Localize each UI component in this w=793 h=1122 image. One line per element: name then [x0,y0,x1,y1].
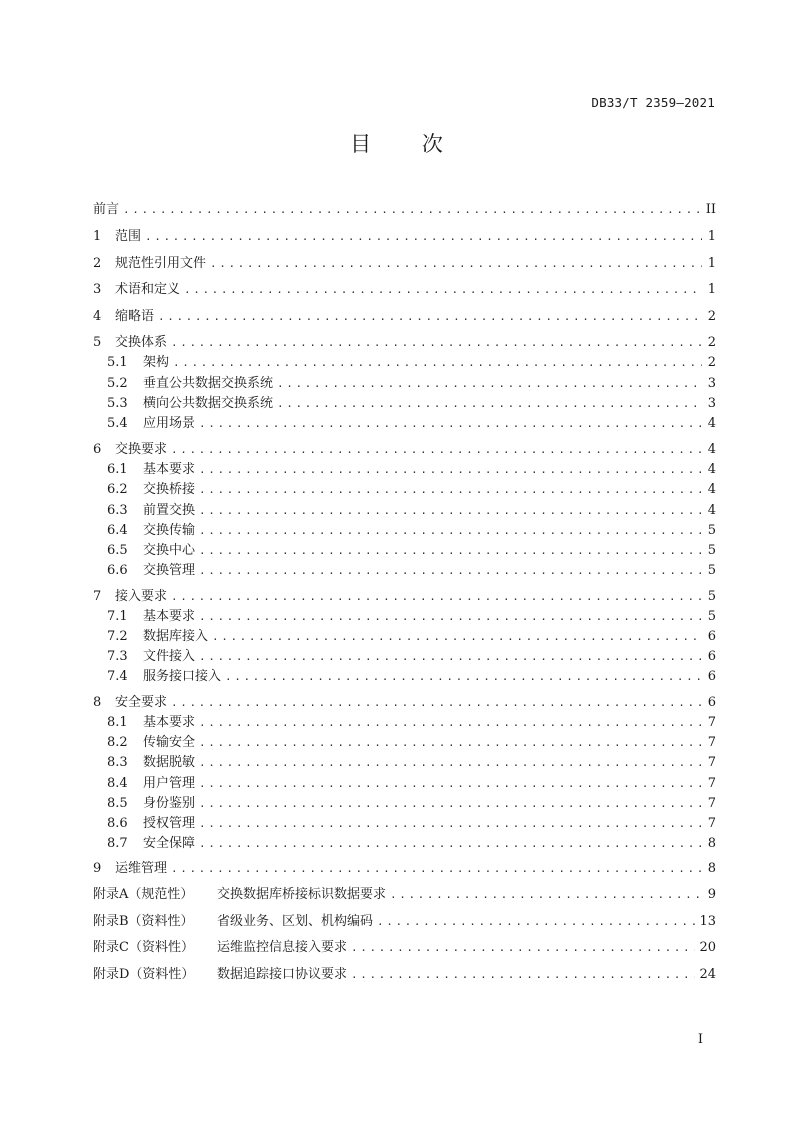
toc-leader-dots [171,334,702,352]
toc-entry[interactable] [93,913,716,931]
toc-entry-number: 8.3 [107,755,128,770]
toc-entry[interactable] [107,354,716,372]
toc-leader-dots [199,481,702,499]
toc-entry-number: 7.1 [107,609,128,624]
toc-entry-page: 6 [707,649,716,664]
toc-leader-dots [199,795,702,813]
toc-entry-page: II [705,202,716,217]
toc-entry[interactable] [107,375,716,393]
toc-entry-page: 2 [707,309,716,324]
toc-entry-number: 6.2 [107,482,128,497]
toc-entry[interactable] [93,201,716,219]
toc-entry[interactable] [93,588,716,606]
toc-leader-dots [351,939,695,957]
toc-entry[interactable] [107,795,716,813]
toc-leader-dots [184,281,702,299]
toc-leader-dots [277,375,702,393]
toc-entry-label: 横向公共数据交换系统 [143,396,274,411]
toc-leader-dots [171,694,702,712]
toc-entry-label: 运维监控信息接入要求 [217,940,348,955]
toc-entry[interactable] [107,562,716,580]
toc-entry[interactable] [93,255,716,273]
toc-entry-label: 交换桥接 [143,482,196,497]
toc-entry-number: 6.6 [107,563,128,578]
toc-entry-page: 3 [707,376,716,391]
toc-entry[interactable] [93,694,716,712]
toc-entry-label: 交换传输 [143,523,196,538]
toc-entry-number: 7 [93,589,102,604]
toc-entry-label: 传输安全 [143,735,196,750]
toc-entry-number: 4 [93,309,102,324]
toc-entry[interactable] [107,754,716,772]
toc-entry-page: 6 [707,695,716,710]
toc-entry[interactable] [107,835,716,853]
toc-entry-label: 数据库接入 [143,629,209,644]
toc-entry-number: 8 [93,695,102,710]
toc-entry[interactable] [107,714,716,732]
toc-entry-label: 安全要求 [115,695,168,710]
toc-leader-dots [199,461,702,479]
toc-entry-number: 9 [93,861,102,876]
toc-entry-page: 4 [707,462,716,477]
toc-entry-label: 交换管理 [143,563,196,578]
toc-entry-number: 5.1 [107,355,128,370]
toc-leader-dots [199,502,702,520]
toc-entry-number: 5.4 [107,416,128,431]
toc-entry-label: 文件接入 [143,649,196,664]
toc-entry-page: 5 [707,543,716,558]
toc-leader-dots [199,754,702,772]
toc-entry[interactable] [107,502,716,520]
footer-page-number: I [697,1032,703,1047]
toc-entry-label: 安全保障 [143,836,196,851]
toc-entry-page: 6 [707,669,716,684]
toc-entry-number: 8.1 [107,715,128,730]
toc-leader-dots [199,542,702,560]
toc-entry-label: 基本要求 [143,715,196,730]
toc-entry-page: 6 [707,629,716,644]
toc-entry-label: 垂直公共数据交换系统 [143,376,274,391]
toc-entry-label: 交换要求 [115,442,168,457]
toc-entry-number: 附录D（资料性） [93,967,195,982]
toc-entry-page: 4 [707,416,716,431]
toc-entry-page: 7 [707,715,716,730]
toc-entry[interactable] [107,608,716,626]
toc-entry-number: 6.1 [107,462,128,477]
toc-leader-dots [225,668,702,686]
toc-entry-number: 7.2 [107,629,128,644]
toc-entry-page: 5 [707,609,716,624]
toc-entry-label: 术语和定义 [115,282,181,297]
toc-leader-dots [199,775,702,793]
toc-entry[interactable] [107,734,716,752]
toc-entry-number: 附录A（规范性） [93,887,194,902]
toc-entry-number: 7.3 [107,649,128,664]
toc-leader-dots [377,913,695,931]
toc-entry-number: 8.5 [107,796,128,811]
toc-entry-number: 6.3 [107,503,128,518]
toc-entry-page: 4 [707,503,716,518]
toc-leader-dots [199,714,702,732]
toc-entry-label: 前言 [93,202,120,217]
toc-entry[interactable] [93,308,716,326]
toc-entry-number: 6.5 [107,543,128,558]
toc-entry[interactable] [107,668,716,686]
toc-entry-label: 交换体系 [115,335,168,350]
toc-entry[interactable] [107,522,716,540]
toc-entry-page: 24 [699,967,716,982]
toc-entry-label: 数据脱敏 [143,755,196,770]
toc-leader-dots [212,628,702,646]
toc-leader-dots [171,588,702,606]
toc-entry-label: 数据追踪接口协议要求 [217,967,348,982]
toc-entry-page: 7 [707,755,716,770]
document-code: DB33/T 2359—2021 [591,95,715,110]
toc-entry[interactable] [93,334,716,352]
toc-entry[interactable] [93,860,716,878]
toc-entry[interactable] [93,281,716,299]
toc-entry-page: 1 [707,229,716,244]
toc-entry-label: 范围 [115,229,142,244]
toc-leader-dots [173,354,702,372]
toc-entry[interactable] [93,886,716,904]
toc-leader-dots [199,522,702,540]
toc-entry-number: 7.4 [107,669,128,684]
toc-entry-label: 省级业务、区划、机构编码 [217,914,374,929]
toc-entry-number: 5 [93,335,102,350]
toc-leader-dots [199,562,702,580]
toc-leader-dots [210,255,702,273]
toc-entry-page: 2 [707,355,716,370]
toc-entry[interactable] [93,939,716,957]
toc-entry-number: 附录C（资料性） [93,940,194,955]
toc-entry-label: 规范性引用文件 [115,256,207,271]
toc-leader-dots [199,815,702,833]
toc-leader-dots [199,734,702,752]
toc-leader-dots [351,966,695,984]
toc-entry-number: 3 [93,282,102,297]
toc-entry-page: 8 [707,861,716,876]
toc-entry-page: 8 [707,836,716,851]
toc-entry[interactable] [93,228,716,246]
toc-entry-page: 3 [707,396,716,411]
toc-entry[interactable] [93,441,716,459]
toc-entry-page: 5 [707,563,716,578]
toc-entry[interactable] [107,648,716,666]
toc-entry-number: 附录B（资料性） [93,914,194,929]
toc-entry-number: 6 [93,442,102,457]
toc-entry-page: 5 [707,523,716,538]
toc-entry-number: 1 [93,229,102,244]
toc-entry-page: 1 [707,256,716,271]
toc-entry-label: 用户管理 [143,776,196,791]
toc-entry-label: 交换数据库桥接标识数据要求 [217,887,387,902]
toc-leader-dots [123,201,702,219]
toc-entry-page: 9 [707,887,716,902]
toc-entry-number: 8.2 [107,735,128,750]
toc-leader-dots [199,648,702,666]
toc-entry[interactable] [107,542,716,560]
toc-entry-page: 20 [699,940,716,955]
toc-entry-number: 8.4 [107,776,128,791]
toc-entry-label: 前置交换 [143,503,196,518]
toc-entry-label: 交换中心 [143,543,196,558]
toc-leader-dots [390,886,702,904]
toc-leader-dots [145,228,702,246]
toc-entry[interactable] [107,415,716,433]
toc-leader-dots [199,608,702,626]
toc-entry-number: 5.2 [107,376,128,391]
toc-entry-label: 基本要求 [143,462,196,477]
toc-entry-page: 4 [707,482,716,497]
toc-leader-dots [171,860,702,878]
toc-entry-label: 缩略语 [115,309,155,324]
toc-leader-dots [199,415,702,433]
toc-entry-page: 7 [707,776,716,791]
toc-entry-page: 2 [707,335,716,350]
toc-entry-label: 运维管理 [115,861,168,876]
toc-entry[interactable] [107,628,716,646]
toc-entry-label: 服务接口接入 [143,669,222,684]
toc-entry-page: 1 [707,282,716,297]
toc-entry-page: 13 [699,914,716,929]
page-title: 目 次 [350,132,465,156]
toc-entry-label: 接入要求 [115,589,168,604]
toc-entry-number: 8.7 [107,836,128,851]
toc-entry[interactable] [107,461,716,479]
toc-entry[interactable] [93,966,716,984]
toc-entry[interactable] [107,815,716,833]
toc-leader-dots [199,835,702,853]
toc-leader-dots [171,441,702,459]
toc-entry-number: 8.6 [107,816,128,831]
toc-entry[interactable] [107,775,716,793]
toc-entry-number: 5.3 [107,396,128,411]
toc-entry-page: 5 [707,589,716,604]
toc-leader-dots [158,308,702,326]
toc-entry[interactable] [107,395,716,413]
toc-entry-page: 7 [707,735,716,750]
toc-entry-page: 4 [707,442,716,457]
toc-entry[interactable] [107,481,716,499]
toc-entry-label: 应用场景 [143,416,196,431]
toc-entry-number: 2 [93,256,102,271]
toc-entry-label: 架构 [143,355,170,370]
toc-entry-number: 6.4 [107,523,128,538]
toc-entry-label: 身份鉴别 [143,796,196,811]
toc-entry-page: 7 [707,816,716,831]
toc-entry-label: 授权管理 [143,816,196,831]
toc-entry-label: 基本要求 [143,609,196,624]
toc-entry-page: 7 [707,796,716,811]
toc-leader-dots [277,395,702,413]
